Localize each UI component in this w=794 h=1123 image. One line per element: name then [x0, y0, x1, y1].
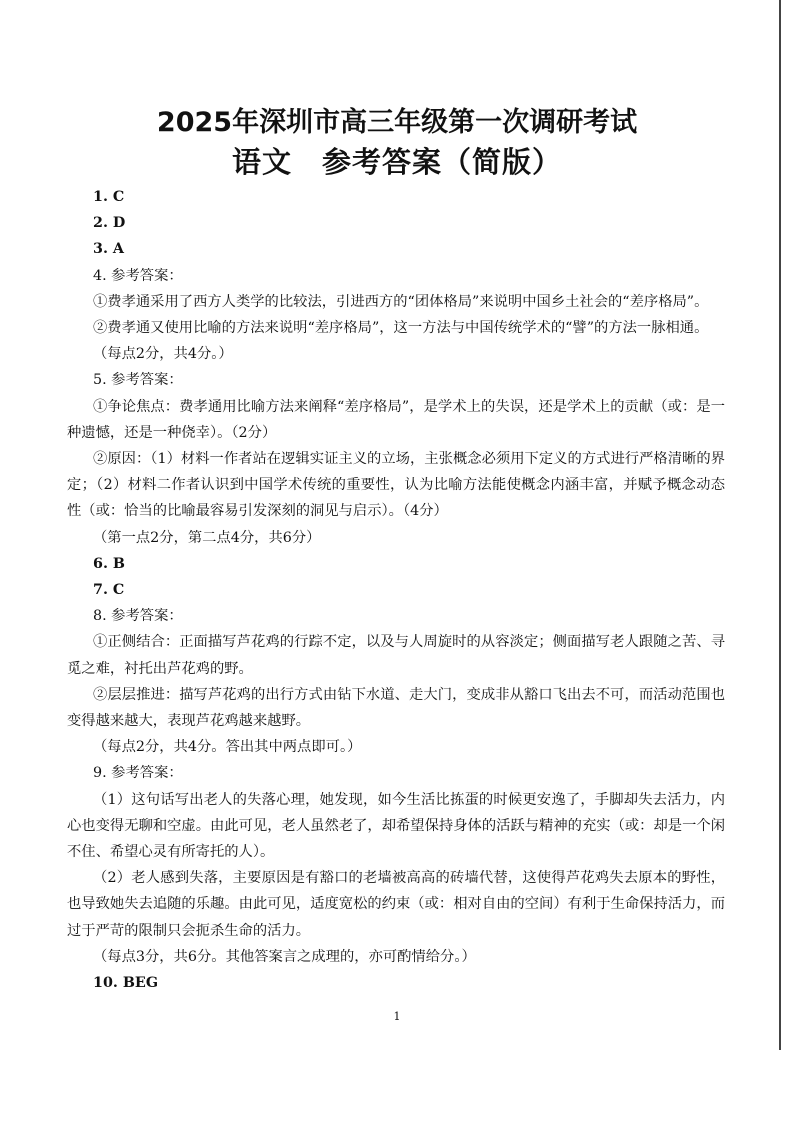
answer-line: （2）老人感到失落，主要原因是有豁口的老墙被高高的砖墙代替，这使得芦花鸡失去原本的野性，也导致她失去追随的乐趣。由此可见，适度宽松的约束（或：相对自由的空间）有利于生命保持活力，而过于严苛的限制只会扼杀生命的活力。: [67, 870, 725, 939]
answer-line: 1. C: [93, 189, 125, 205]
answer-line: ②层层推进：描写芦花鸡的出行方式由钻下水道、走大门，变成非从豁口飞出去不可，而活动范围也变得越来越大，表现芦花鸡越来越野。: [67, 686, 725, 730]
answer-line: （第一点2分，第二点4分，共6分）: [93, 529, 321, 546]
answer-line: ②原因：（1）材料一作者站在逻辑实证主义的立场，主张概念必须用下定义的方式进行严格清晰的界定；（2）材料二作者认识到中国学术传统的重要性，认为比喻方法能使概念内涵丰富，并赋予概念动态性（或：恰当的比喻最容易引发深刻的洞见与启示）。（4分）: [67, 451, 725, 520]
answer-line: （1）这句话写出老人的失落心理，她发现，如今生活比拣蛋的时候更安逸了，手脚却失去活力，内心也变得无聊和空虚。由此可见，老人虽然老了，却希望保持身体的活跃与精神的充实（或：却是一个闲不住、希望心灵有所寄托的人）。: [67, 791, 725, 861]
answer-line: （每点2分，共4分。答出其中两点即可。）: [93, 739, 362, 756]
answer-line: 10. BEG: [93, 975, 159, 992]
answer-line: 7. C: [93, 582, 125, 599]
answer-line: 9. 参考答案：: [93, 765, 183, 782]
answer-line: 3. A: [93, 241, 124, 258]
answer-line: ②费孝通又使用比喻的方法来说明“差序格局”，这一方法与中国传统学术的“譬”的方法一脉相通。: [93, 320, 709, 337]
answer-line: 4. 参考答案：: [93, 267, 183, 284]
answer-line: 5. 参考答案：: [93, 372, 183, 389]
answer-line: ①争论焦点：费孝通用比喻方法来阐释“差序格局”，是学术上的失误，还是学术上的贡献（或：是一种遗憾，还是一种侥幸）。（2分）: [67, 398, 725, 441]
answer-line: 8. 参考答案：: [93, 608, 183, 625]
document-subtitle: 语文 参考答案（简版）: [231, 145, 562, 179]
page-number: 1: [393, 1010, 401, 1023]
answer-line: （每点3分，共6分。其他答案言之成理的，亦可酌情给分。）: [93, 948, 476, 965]
answer-line: （每点2分，共4分。）: [93, 346, 233, 363]
answer-line: 2. D: [93, 215, 126, 232]
answer-line: ①正侧结合：正面描写芦花鸡的行踪不定，以及与人周旋时的从容淡定；侧面描写老人跟随之苦、寻觅之难，衬托出芦花鸡的野。: [67, 634, 725, 677]
document-title: 2025年深圳市高三年级第一次调研考试: [156, 107, 638, 138]
answer-line: ①费孝通采用了西方人类学的比较法，引进西方的“团体格局”来说明中国乡土社会的“差序格局”。: [93, 293, 709, 310]
answer-line: 6. B: [93, 555, 125, 572]
answer-content: [67, 184, 725, 996]
